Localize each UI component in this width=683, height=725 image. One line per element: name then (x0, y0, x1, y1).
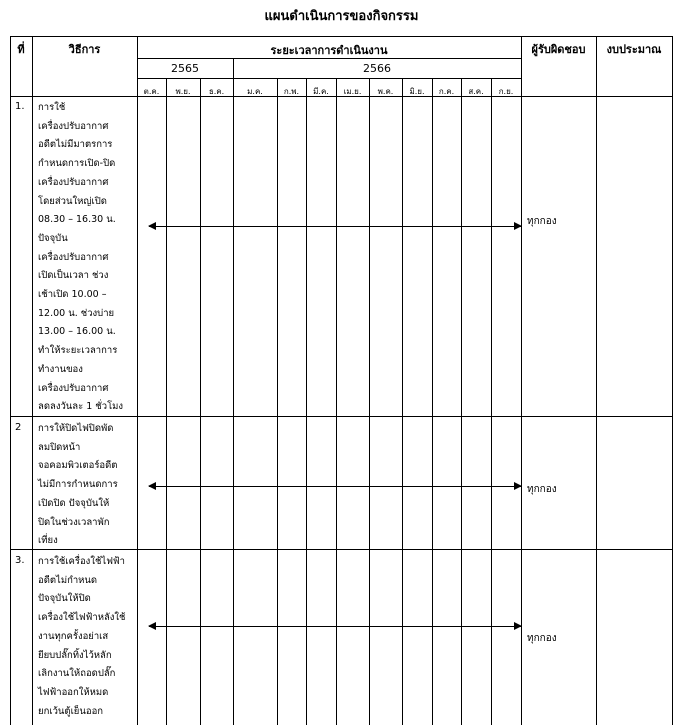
row-responsible: ทุกกอง (527, 216, 557, 227)
year-header-divider (137, 78, 522, 79)
header-method: วิธีการ (68, 43, 101, 56)
month-jun: มิ.ย. (409, 87, 425, 96)
month-divider (402, 78, 403, 725)
timeline-arrow (149, 486, 521, 487)
month-mar: มี.ค. (313, 87, 329, 96)
month-divider (369, 78, 370, 725)
row-method: การใช้ เครื่องปรับอากาศ อดีตไม่มีมาตรการ กำหนดการเปิด-ปิด เครื่องปรับอากาศ โดยส่วนใหญ่เปิด 08.30 – 16.30 น. ปัจจุบัน เครื่องปรับอากาศ เปิดเป็นเวลา ช่วง เช้าเปิด 10.00 – 12.00 น. ช่วงบ่าย 13.00 – 16.00 น. ทำให้ระยะเวลาการ ทำงานของ เครื่องปรับอากาศ ลดลงวันละ 1 ชั่วโมง (38, 102, 124, 413)
responsible-column-divider (596, 36, 597, 725)
row-responsible: ทุกกอง (527, 484, 557, 495)
month-divider (200, 78, 201, 725)
month-aug: ส.ค. (468, 87, 484, 96)
month-divider (336, 78, 337, 725)
month-sep: ก.ย. (498, 87, 514, 96)
row-number: 1. (15, 101, 25, 112)
month-jan: ม.ค. (247, 87, 263, 96)
row-method: การใช้เครื่องใช้ไฟฟ้า อดีตไม่กำหนด ปัจจุบันให้ปิด เครื่องใช้ไฟฟ้าหลังใช้ งานทุกครั้งอย่าเส ยียบปลั๊กทิ้งไว้หลัก เลิกงานให้ถอดปลั๊ก ไฟฟ้าออกให้หมด ยกเว้นตู้เย็นออก (38, 556, 126, 717)
month-divider (277, 78, 278, 725)
year-divider (233, 58, 234, 725)
month-nov: พ.ย. (175, 87, 191, 96)
header-responsible: ผู้รับผิดชอบ (531, 43, 586, 56)
method-column-divider (137, 36, 138, 725)
month-jul: ก.ค. (438, 87, 455, 96)
table-border-top (10, 36, 673, 37)
month-divider (166, 78, 167, 725)
month-divider (306, 78, 307, 725)
header-no: ที่ (17, 43, 25, 56)
month-may: พ.ค. (377, 87, 394, 96)
table-border-right (672, 36, 673, 725)
month-dec: ธ.ค. (208, 87, 225, 96)
page-title: แผนดำเนินการของกิจกรรม (264, 9, 419, 24)
month-divider (461, 78, 462, 725)
month-divider (432, 78, 433, 725)
year-2566: 2566 (363, 62, 391, 75)
row-method: การให้ปิดไฟปิดพัด ลมปิดหน้า จอคอมพิวเตอร์อดีต ไม่มีการกำหนดการ เปิดปิด ปัจจุบันให้ ปิดในช่วงเวลาพัก เที่ยง (38, 423, 118, 547)
month-oct: ต.ค. (143, 87, 160, 96)
timeline-arrow (149, 226, 521, 227)
header-period: ระยะเวลาการดำเนินงาน (270, 44, 388, 57)
row-number: 2 (15, 422, 22, 433)
no-column-divider (32, 36, 33, 725)
row-responsible: ทุกกอง (527, 633, 557, 644)
table-border-left (10, 36, 11, 725)
header-budget: งบประมาณ (606, 43, 662, 56)
row-number: 3. (15, 555, 25, 566)
month-feb: ก.พ. (283, 87, 300, 96)
month-apr: เม.ย. (343, 87, 362, 96)
year-2565: 2565 (171, 62, 199, 75)
timeline-arrow (149, 626, 521, 627)
month-divider (491, 78, 492, 725)
